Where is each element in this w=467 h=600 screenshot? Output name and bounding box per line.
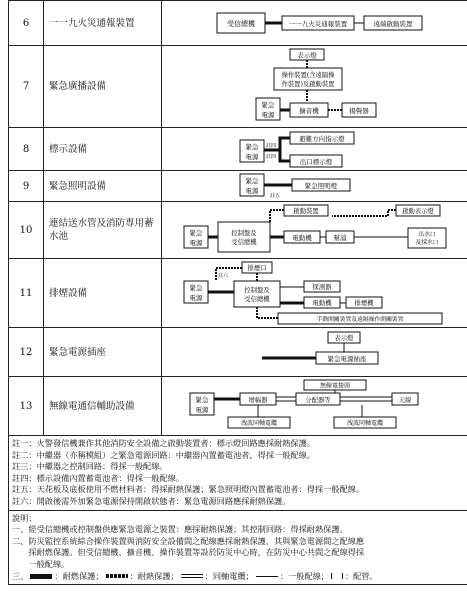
diagram-label: 洩波同軸電纜 [240, 420, 278, 427]
diagram-label: 電源 [189, 294, 203, 302]
diagram-label: 電動機 [292, 234, 312, 242]
pipe-line-swatch [331, 573, 343, 579]
diagram-label: 幫浦 [333, 234, 347, 242]
diagram-svg [162, 202, 467, 258]
diagram-label: 操作裝置(含遠隔操 [281, 72, 335, 79]
diagram-label: 增幅器 [248, 397, 268, 404]
note-line: 註三：中繼器之控制回路：得採一般配線。 [12, 461, 168, 472]
diagram-label: 出口標示燈 [299, 158, 333, 166]
row-number: 12 [9, 328, 44, 377]
diagram-label: 緊急 [189, 229, 203, 237]
note-line: 註一：火警發信機兼作其他消防安全設備之啟動裝置者：標示燈回路應採耐熱保護。 [12, 438, 315, 448]
diagram-label: 表示燈 [334, 335, 354, 342]
diagram-label: 電源 [195, 406, 209, 414]
table-row [9, 202, 467, 259]
wiring-diagram [162, 328, 467, 377]
explanation-line: 一、經受信總機或控制盤供應緊急電源之裝置：應採耐熱保護；其控制回路：得採耐熱保護。 [12, 524, 348, 535]
regulation-document [8, 0, 459, 585]
diagram-svg [162, 128, 467, 170]
equipment-name: 緊急電源插座 [44, 328, 162, 377]
legend-prefix: 三、 [12, 570, 29, 581]
diagram-svg [162, 1, 467, 45]
wiring-diagram [162, 202, 467, 259]
equipment-name: 無線電通信輔助設備 [44, 377, 162, 436]
wiring-diagram [162, 46, 467, 128]
row-number: 9 [9, 171, 44, 202]
equipment-name: 一一九火災通報裝置 [44, 1, 162, 46]
table-row [9, 259, 467, 328]
wiring-diagram [162, 377, 467, 436]
diagram-label: 緊急 [195, 396, 209, 404]
diagram-svg [162, 328, 467, 376]
line-legend [12, 571, 464, 583]
diagram-label: 緊急 [261, 101, 275, 109]
diagram-label: 排煙機 [354, 300, 374, 307]
table-row [9, 1, 467, 46]
diagram-label: 避難方向指示燈 [299, 135, 345, 143]
wiring-diagram [162, 1, 467, 46]
note-line: 註六：開啟後需外加緊急電源保持開啟狀態者：緊急電源回路應採耐熱保護。 [12, 495, 291, 506]
diagram-label: 緊急 [245, 143, 259, 151]
row-number: 8 [9, 128, 44, 171]
diagram-box [234, 281, 280, 307]
note-tag: 註四 [266, 143, 277, 149]
diagram-label: 受信總機 [231, 239, 257, 246]
diagram-label: 遠端啟動裝置 [373, 20, 413, 28]
explanation-line: 一般配線。 [12, 558, 70, 569]
diagram-label: 緊急 [245, 177, 259, 185]
diagram-label: 揚聲器 [349, 107, 369, 115]
diagram-label: 無線電接頭 [319, 382, 351, 390]
diagram-label: 洩波同軸電纜 [346, 420, 384, 427]
diagram-svg [162, 46, 467, 127]
legend-heat: ：耐熱保護； [129, 570, 179, 581]
row-number: 7 [9, 46, 44, 128]
equipment-name: 連結送水管及消防專用蓄水池 [44, 202, 162, 259]
diagram-label: 控制盤及 [244, 287, 270, 294]
diagram-label: 手動開關裝置及遠隔操作開關裝置 [316, 317, 404, 323]
diagram-label: 緊急照明燈 [304, 182, 338, 190]
diagram-label: 啟動表示燈 [402, 208, 434, 215]
diagram-label: 緊急 [189, 284, 203, 292]
diagram-label: 啟動裝置 [293, 208, 319, 215]
note-line: 註二：中繼器（亦稱模組）之緊急電源回路：中繼器內置蓄電池者，得採一般配線。 [12, 449, 315, 460]
diagram-label: 電源 [245, 153, 259, 161]
diagram-label: 電源 [261, 111, 275, 119]
diagram-label: 天線 [398, 397, 412, 404]
note-tag: 註六 [218, 273, 229, 279]
diagram-label: 控制盤及 [231, 230, 257, 237]
legend-pipe: ：配管。 [344, 570, 378, 581]
diagram-label: 一一九火災通報裝置 [288, 20, 348, 28]
legend-coax: ：同軸電纜； [204, 570, 254, 581]
heat-line-swatch [106, 574, 128, 578]
row-number: 13 [9, 377, 44, 436]
table-row [9, 46, 467, 128]
wire-heat [257, 307, 278, 318]
note-line: 註四：標示設備內置蓄電池者：得採一般配線。 [12, 472, 184, 483]
diagram-label: 電源 [245, 187, 259, 195]
diagram-label: 電源 [189, 239, 203, 247]
equipment-name: 緊急廣播設備 [44, 46, 162, 128]
explanation-line: 二、防災監控系統綜合操作裝置與消防安全設備間之配線應採耐熱保護，其與緊急電源間之配線應 [12, 535, 365, 546]
diagram-svg [162, 377, 467, 435]
wire-fire [280, 150, 290, 161]
notes-row [9, 436, 467, 511]
wire-heat [270, 210, 284, 222]
coax-line-swatch [181, 574, 203, 578]
wire-heat [332, 210, 396, 216]
diagram-label: 受信總機 [227, 20, 255, 28]
explanation-title: 說明： [12, 512, 37, 523]
wiring-table [8, 0, 467, 585]
normal-line-swatch [256, 576, 278, 577]
table-row [9, 128, 467, 171]
legend-fire: ：耐燃保護； [54, 570, 104, 581]
table-row [9, 171, 467, 202]
fire-line-swatch [30, 574, 52, 579]
table-row [9, 377, 467, 436]
table-row [9, 328, 467, 377]
row-number: 11 [9, 259, 44, 328]
diagram-label: 擴音機 [299, 107, 319, 115]
note-tag: 註五 [270, 193, 281, 199]
equipment-name: 標示設備 [44, 128, 162, 171]
legend-normal: ：一般配線； [279, 570, 329, 581]
equipment-name: 排煙設備 [44, 259, 162, 328]
wiring-diagram [162, 171, 467, 202]
wiring-diagram [162, 259, 467, 328]
wiring-diagram [162, 128, 467, 171]
diagram-label: 及採水口 [415, 240, 439, 246]
diagram-label: 緊急電源插座 [327, 355, 367, 363]
explanation-row [9, 510, 467, 585]
explanation-line: 採耐燃保護。但受信總機、擴音機、操作裝置等設於防災中心時，在防災中心共間之配線得採 [12, 547, 365, 558]
note-tag: 註四 [266, 154, 277, 160]
row-number: 6 [9, 1, 44, 46]
diagram-svg [162, 259, 467, 327]
diagram-label: 表示燈 [297, 51, 317, 60]
equipment-name: 緊急照明設備 [44, 171, 162, 202]
diagram-box [218, 222, 270, 252]
diagram-label: 探測器 [312, 284, 332, 291]
diagram-label: 電動機 [312, 300, 332, 307]
row-number: 10 [9, 202, 44, 259]
diagram-label: 出水口 [418, 232, 436, 238]
diagram-label: 分配器等 [305, 397, 331, 404]
diagram-label: 受信總機 [244, 296, 270, 303]
diagram-label: 作裝置)及啟動裝置 [281, 81, 335, 88]
diagram-label: 排煙口 [247, 265, 267, 272]
note-line: 註五：天花板及底板使用不燃材料者：得採耐熱保護；緊急照明燈內置蓄電池者：得採一般配線。 [12, 484, 365, 495]
diagram-svg [162, 171, 467, 201]
